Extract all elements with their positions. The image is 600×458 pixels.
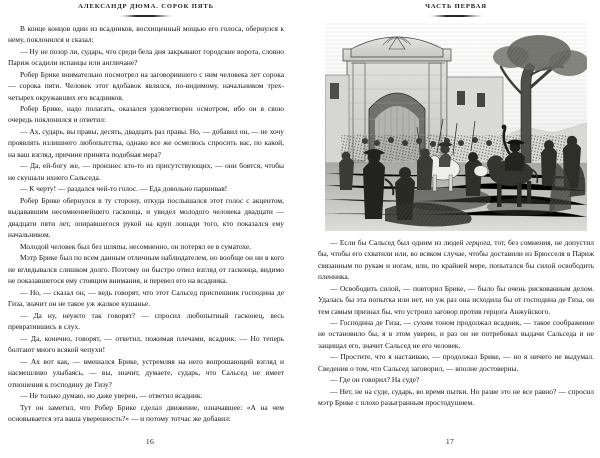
- city-gate-crowd-engraving: [325, 23, 587, 231]
- paragraph: Робер Брике обернулся в ту сторону, откуда послышался этот голос с акцентом, выдававшим несомненнейшего гасконца, и увидел молодого человека двадцати — двадцати пяти лет, опиравшегося рукой на круп лошади того, кто показался ему начальником.: [8, 195, 284, 240]
- paragraph: — Простите, что я настаиваю, — продолжал Брике, — но я ничего не выдумал. Сведения о том, что Сальсед заговорил, — вполне достоверны.: [318, 352, 594, 373]
- right-page-text-block: [318, 237, 594, 409]
- paragraph: Робер Брике внимательно посмотрел на заговорившего с ним человека лет сорока — сорока пяти. Человек этот вдобавок являлся, по-видимому, начальником трех-четырех окружавших его всадников.: [8, 69, 284, 102]
- right-page: [300, 0, 600, 458]
- paragraph: В конце концов один из всадников, восхищенный мощью его голоса, обернулся к нему, поклонился и сказал:: [8, 23, 284, 45]
- paragraph: — Не только думаю, но даже уверен, — ответил всадник.: [20, 391, 203, 401]
- paragraph: — Да ну, неужто так говорят? — спросил любопытный гасконец, весь превратившись в слух.: [8, 310, 284, 332]
- paragraph: — Ах, сударь, вы правы, десять, двадцать раз правы. Но, — добавил он, — не хочу проявлять излишнего любопытства, однако все же осмелюсь спросить вас, по какой, на ваш взгляд, причине принята подобная мера?: [8, 126, 284, 159]
- emphasized-word: герцога: [465, 237, 491, 247]
- paragraph: Молодой человек был без шляпы, несомненно, он потерял ее в суматохе.: [20, 241, 252, 251]
- left-page-number: 16: [145, 437, 155, 446]
- paragraph: — Господина де Гиза, — сухим тоном продолжал всадник, — такое соображение не остановило бы, я в этом уверен, и раз он не потребовал выдачи Сальседа и не защищал его, значит Сальсед не его человек.: [318, 317, 594, 350]
- paragraph: — Где он говорил? На суде?: [330, 375, 420, 385]
- header-rule-ornament: [119, 15, 173, 17]
- paragraph: — Ах вот как, — вмешался Брике, устремляя на него вопрошающий взгляд и насмешливо улыбаясь, — вы, значит, думаете, сударь, что Сальсед не имеет отношения к господину де Гизу?: [8, 356, 284, 389]
- paragraph: — Освободить силой, — повторил Брике, — было бы очень рискованным делом. Удалась бы эта попытка или нет, но уж раз она исходила бы от господина де Гиза, он тем самым признал бы, что устроил заговор против герцога Анжуйского.: [318, 283, 594, 316]
- engraving-illustration: [325, 23, 587, 231]
- left-page-text-block: [8, 23, 284, 425]
- right-page-number: 17: [445, 437, 455, 446]
- paragraph: Тут он заметил, что Робер Брике сделал движение, означавшее: «А на чем основывается эта ваша уверенность?» — и потому тотчас же добавил:: [8, 402, 284, 424]
- paragraph: — Но, — сказал он, — ведь говорят, что этот Сальсед приспешник господина де Гиза, значит он не такое уж жалкое кушанье.: [8, 287, 284, 309]
- paragraph: Робер Брике, надо полагать, оказался удовлетворен осмотром, ибо он в свою очередь поклонился и ответил:: [8, 103, 284, 125]
- paragraph: — Да, конечно, говорят, — ответил, пожимая плечами, всадник. — Но теперь болтают много всякой чепухи!: [8, 333, 284, 355]
- paragraph: — Если бы Сальсед был одним из людей герцога, тот, без сомнения, не допустил бы, чтобы его схватили или, во всяком случае, чтобы доставили из Брюсселя в Париж связанным по рукам и ногам, или, по крайней мере, попытался бы силой освободить пленника.: [318, 237, 595, 282]
- paragraph: — Да, ей-богу же, — произнес кто-то из присутствующих, — они боятся, чтобы не скушали ихнего Сальседа.: [8, 161, 284, 182]
- right-running-head: ЧАСТЬ ПЕРВАЯ: [425, 3, 487, 10]
- paragraph: — Нет, не на суде, сударь, во время пытки. Но разве это не все равно? — спросил мэтр Брике с плохо разыгранным простодушием.: [318, 386, 594, 408]
- paragraph: — Ну не позор ли, сударь, что среди бела дня закрывают городские ворота, словно Париж осадили испанцы или англичане?: [8, 46, 284, 68]
- header-rule-ornament: [429, 15, 483, 17]
- paragraph: — К черту! — раздался чей-то голос. — Еда довольно паршивая!: [20, 184, 228, 194]
- left-running-head: АЛЕКСАНДР ДЮМА. СОРОК ПЯТЬ: [78, 3, 214, 10]
- paragraph: Мэтр Брике был по всем данным отличным наблюдателем, но вообще он ни в кого не вглядывался слишком долго. Поэтому он быстро отвел взгляд от гасконца, видимо не показавшегося ему стоящим внимания, и перевел его на всадника.: [8, 253, 284, 286]
